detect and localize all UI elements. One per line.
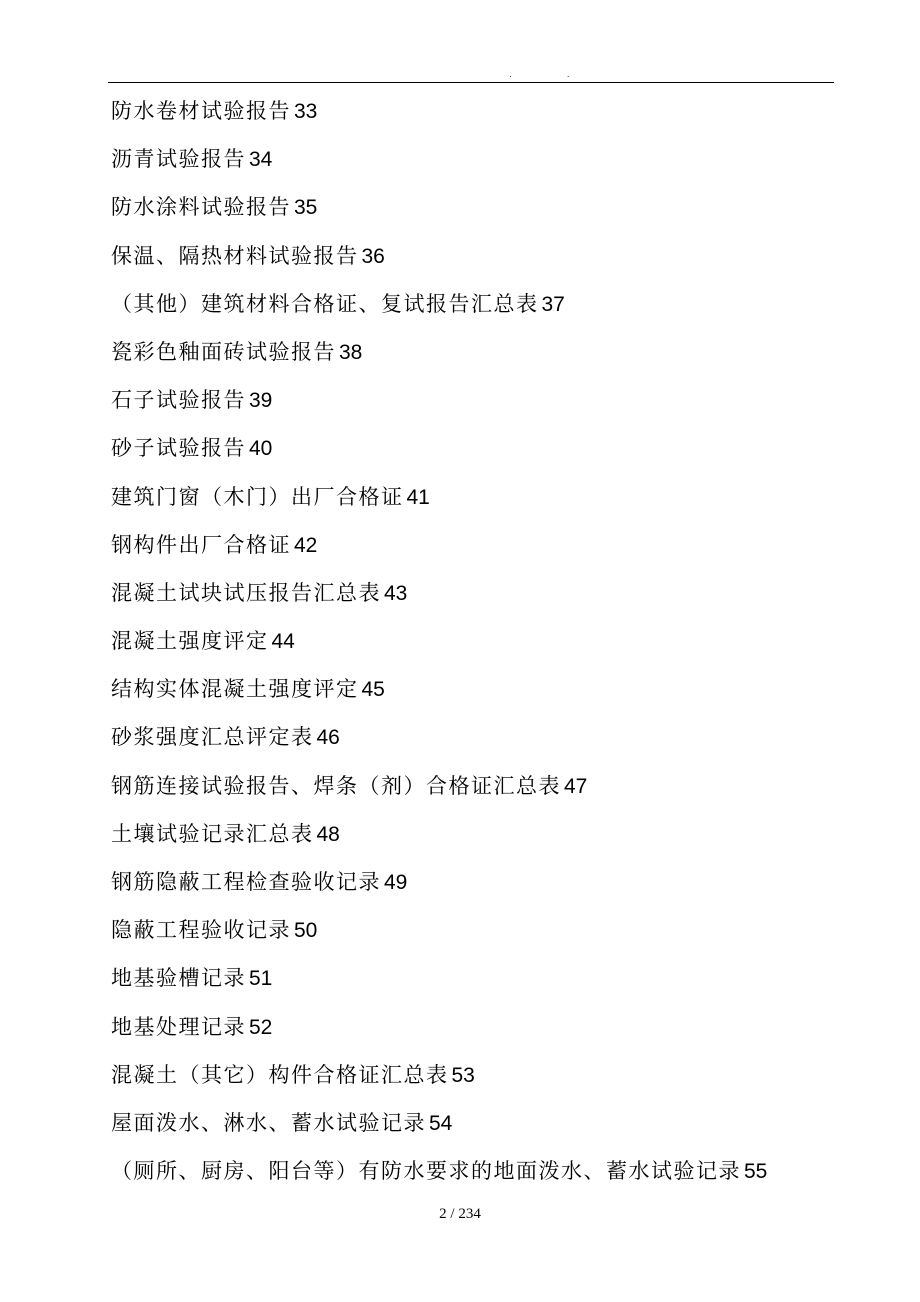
toc-entry-page: 54	[429, 1111, 453, 1135]
toc-entry-title: 砂浆强度汇总评定表	[111, 725, 314, 750]
toc-entry-title: 钢筋连接试验报告、焊条（剂）合格证汇总表	[111, 773, 561, 798]
toc-entry-title: （厕所、厨房、阳台等）有防水要求的地面泼水、蓄水试验记录	[111, 1159, 741, 1184]
toc-entry-title: 土壤试验记录汇总表	[111, 821, 314, 846]
toc-entry-title: （其他）建筑材料合格证、复试报告汇总表	[111, 291, 539, 316]
toc-entry-page: 51	[249, 967, 273, 991]
toc-entry-page: 41	[406, 485, 430, 509]
toc-entry-title: 结构实体混凝土强度评定	[111, 677, 359, 702]
toc-entry[interactable]	[111, 817, 767, 865]
toc-entry-page: 35	[294, 196, 318, 220]
toc-entry-page: 33	[294, 100, 318, 123]
toc-entry[interactable]	[111, 239, 767, 287]
toc-entry-page: 36	[361, 244, 385, 268]
toc-entry[interactable]	[111, 1106, 767, 1154]
toc-entry[interactable]	[111, 431, 767, 479]
table-of-contents	[111, 94, 767, 1202]
toc-entry[interactable]	[111, 672, 767, 720]
toc-entry-title: 隐蔽工程验收记录	[111, 918, 291, 943]
toc-entry-page: 43	[384, 581, 408, 605]
toc-entry-page: 48	[316, 822, 340, 846]
header-rule	[108, 82, 834, 83]
toc-entry-page: 37	[541, 292, 565, 316]
toc-entry-title: 瓷彩色釉面砖试验报告	[111, 339, 336, 364]
toc-entry-title: 钢筋隐蔽工程检查验收记录	[111, 870, 381, 894]
toc-entry-page: 45	[361, 678, 385, 702]
toc-entry-title: 地基处理记录	[111, 1014, 246, 1039]
page-number: 2 / 234	[439, 1206, 481, 1222]
toc-entry-page: 46	[316, 726, 340, 750]
toc-entry-page: 38	[339, 340, 363, 364]
toc-entry-title: 建筑门窗（木门）出厂合格证	[111, 484, 404, 509]
toc-entry[interactable]	[111, 383, 767, 431]
toc-entry[interactable]	[111, 528, 767, 576]
toc-entry-title: 砂子试验报告	[111, 436, 246, 461]
toc-entry[interactable]	[111, 94, 767, 142]
toc-entry[interactable]	[111, 287, 767, 335]
toc-entry-title: 防水卷材试验报告	[111, 99, 291, 123]
toc-entry-page: 39	[249, 389, 273, 413]
toc-entry-title: 混凝土试块试压报告汇总表	[111, 580, 381, 605]
toc-entry[interactable]	[111, 1058, 767, 1106]
toc-entry[interactable]	[111, 913, 767, 961]
toc-entry-page: 34	[249, 148, 273, 172]
toc-entry-page: 47	[564, 774, 588, 798]
toc-entry-title: 钢构件出厂合格证	[111, 532, 291, 557]
toc-entry-title: 石子试验报告	[111, 388, 246, 413]
toc-entry[interactable]	[111, 480, 767, 528]
toc-entry-page: 42	[294, 533, 318, 557]
toc-entry[interactable]	[111, 335, 767, 383]
toc-entry[interactable]	[111, 624, 767, 672]
toc-entry-title: 混凝土强度评定	[111, 629, 269, 654]
toc-entry-page: 52	[249, 1015, 273, 1039]
toc-entry-title: 保温、隔热材料试验报告	[111, 243, 359, 268]
toc-entry[interactable]	[111, 1154, 767, 1202]
toc-entry[interactable]	[111, 720, 767, 768]
toc-entry-title: 混凝土（其它）构件合格证汇总表	[111, 1062, 449, 1087]
toc-entry[interactable]	[111, 142, 767, 190]
toc-entry-page: 50	[294, 919, 318, 943]
toc-entry-title: 地基验槽记录	[111, 966, 246, 991]
toc-entry-page: 53	[451, 1063, 475, 1087]
toc-entry[interactable]	[111, 190, 767, 238]
toc-entry-page: 44	[271, 630, 295, 654]
toc-entry[interactable]	[111, 1010, 767, 1058]
toc-entry-page: 40	[249, 437, 273, 461]
toc-entry-page: 55	[744, 1160, 768, 1184]
toc-entry-title: 屋面泼水、淋水、蓄水试验记录	[111, 1110, 426, 1135]
header-dots: . .	[509, 70, 596, 80]
toc-entry[interactable]	[111, 961, 767, 1009]
toc-entry[interactable]	[111, 769, 767, 817]
toc-entry[interactable]	[111, 576, 767, 624]
toc-entry-page: 49	[384, 871, 408, 894]
toc-entry-title: 沥青试验报告	[111, 147, 246, 172]
toc-entry-title: 防水涂料试验报告	[111, 195, 291, 220]
toc-entry[interactable]	[111, 865, 767, 913]
